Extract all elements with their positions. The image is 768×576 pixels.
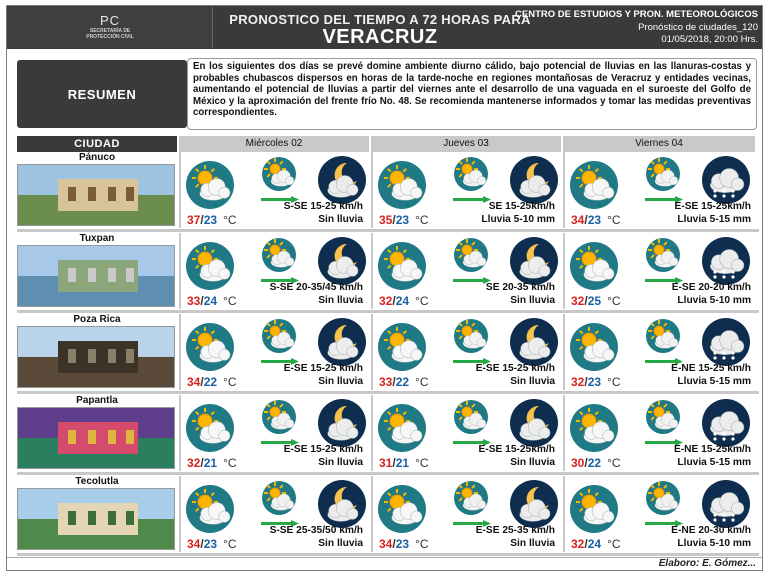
temperature: 32/23 °C — [571, 375, 621, 389]
footer — [7, 557, 762, 570]
city-cell — [17, 233, 177, 309]
temp-min: 25 — [587, 294, 602, 308]
forecast-cell — [371, 233, 561, 309]
temp-min: 23 — [203, 213, 218, 227]
wind-text: SE 15-25km/h — [488, 201, 555, 212]
wind-arrow-icon — [453, 190, 491, 197]
partly-cloudy-day-icon — [377, 322, 427, 372]
wind-arrow-icon — [645, 352, 683, 359]
temp-max: 34 — [187, 537, 201, 551]
rain-text: Lluvia 5-15 mm — [677, 214, 751, 225]
wind-arrow-icon — [261, 271, 299, 278]
temp-min: 23 — [395, 537, 410, 551]
temp-max: 32 — [571, 537, 585, 551]
moon-cloud-icon — [317, 398, 367, 448]
temperature: 33/24 °C — [187, 294, 237, 308]
wind-text: E-SE 15-25 km/h — [283, 444, 363, 455]
city-name: Poza Rica — [17, 314, 177, 325]
city-photo — [17, 407, 175, 469]
temp-max: 34 — [379, 537, 393, 551]
rain-text: Lluvia 5-15 mm — [677, 457, 751, 468]
temperature: 35/23 °C — [379, 213, 429, 227]
temperature: 33/22 °C — [379, 375, 429, 389]
wind-arrow-icon — [453, 433, 491, 440]
temp-max: 37 — [187, 213, 201, 227]
partly-cloudy-day-icon — [185, 403, 235, 453]
temp-unit: °C — [415, 537, 429, 551]
partly-cloudy-small-icon — [261, 480, 297, 516]
rain-cloud-icon — [701, 398, 751, 448]
temperature: 30/22 °C — [571, 456, 621, 470]
forecast-cell — [371, 152, 561, 228]
proteccion-civil-logo: PC SECRETARÍA DE PROTECCIÓN CIVIL — [8, 7, 213, 48]
author-credit: Elaboro: E. Gómez... — [658, 558, 756, 569]
partly-cloudy-small-icon — [261, 156, 297, 192]
wind-text: S-SE 20-35/45 km/h — [269, 282, 363, 293]
city-cell — [17, 152, 177, 228]
forecast-cell — [371, 395, 561, 471]
wind-text: E-SE 15-25km/h — [478, 444, 555, 455]
city-cell — [17, 476, 177, 552]
day-header-2: Jueves 03 — [371, 136, 561, 152]
temperature: 32/24 °C — [379, 294, 429, 308]
forecast-cell — [563, 395, 757, 471]
wind-arrow-icon — [261, 352, 299, 359]
city-name: Tuxpan — [17, 233, 177, 244]
forecast-cell — [179, 476, 369, 552]
partly-cloudy-day-icon — [185, 160, 235, 210]
temperature: 31/21 °C — [379, 456, 429, 470]
wind-text: E-NE 15-25km/h — [673, 444, 751, 455]
temp-max: 32 — [571, 294, 585, 308]
temperature: 37/23 °C — [187, 213, 237, 227]
wind-arrow-icon — [453, 352, 491, 359]
rain-text: Sin lluvia — [510, 457, 555, 468]
forecast-grid — [17, 152, 759, 557]
issue-info — [515, 9, 758, 47]
forecast-cell — [179, 395, 369, 471]
city-name: Pánuco — [17, 152, 177, 163]
partly-cloudy-day-icon — [377, 484, 427, 534]
moon-cloud-icon — [509, 155, 559, 205]
temp-min: 22 — [203, 375, 218, 389]
city-row-poza-rica — [17, 314, 759, 394]
moon-cloud-icon — [317, 155, 367, 205]
temp-unit: °C — [223, 294, 237, 308]
rain-text: Lluvia 5-15 mm — [677, 376, 751, 387]
partly-cloudy-day-icon — [377, 160, 427, 210]
partly-cloudy-day-icon — [569, 160, 619, 210]
partly-cloudy-day-icon — [185, 322, 235, 372]
partly-cloudy-small-icon — [645, 480, 681, 516]
partly-cloudy-day-icon — [569, 403, 619, 453]
rain-cloud-icon — [701, 317, 751, 367]
partly-cloudy-small-icon — [261, 237, 297, 273]
temperature: 34/22 °C — [187, 375, 237, 389]
partly-cloudy-day-icon — [569, 322, 619, 372]
temp-max: 35 — [379, 213, 393, 227]
forecast-cell — [179, 233, 369, 309]
summary-label: RESUMEN — [17, 60, 187, 128]
partly-cloudy-small-icon — [453, 318, 489, 354]
page-title: PRONOSTICO DEL TIEMPO A 72 HORAS PARA VERACRUZ — [229, 12, 531, 48]
org-name: CENTRO DE ESTUDIOS Y PRON. METEOROLÓGICOS — [515, 9, 758, 20]
moon-cloud-icon — [509, 317, 559, 367]
temp-max: 32 — [571, 375, 585, 389]
moon-cloud-icon — [509, 236, 559, 286]
partly-cloudy-small-icon — [261, 399, 297, 435]
temp-unit: °C — [223, 375, 237, 389]
temp-min: 23 — [587, 375, 602, 389]
temp-max: 32 — [187, 456, 201, 470]
moon-cloud-icon — [317, 317, 367, 367]
wind-arrow-icon — [261, 190, 299, 197]
rain-cloud-icon — [701, 236, 751, 286]
temp-unit: °C — [607, 537, 621, 551]
partly-cloudy-day-icon — [377, 241, 427, 291]
rain-text: Sin lluvia — [510, 295, 555, 306]
forecast-cell — [563, 476, 757, 552]
city-photo — [17, 245, 175, 307]
temperature: 32/24 °C — [571, 537, 621, 551]
city-cell — [17, 395, 177, 471]
wind-text: E-NE 20-30 km/h — [671, 525, 751, 536]
temp-max: 34 — [571, 213, 585, 227]
day-header-1: Miércoles 02 — [179, 136, 369, 152]
temp-max: 34 — [187, 375, 201, 389]
temp-max: 33 — [187, 294, 201, 308]
day-header-3: Viernes 04 — [563, 136, 755, 152]
wind-arrow-icon — [645, 271, 683, 278]
wind-arrow-icon — [261, 433, 299, 440]
forecast-cell — [563, 314, 757, 390]
city-photo — [17, 326, 175, 388]
temp-min: 21 — [395, 456, 410, 470]
rain-text: Lluvia 5-10 mm — [677, 538, 751, 549]
moon-cloud-icon — [509, 479, 559, 529]
city-row-tuxpan — [17, 233, 759, 313]
wind-text: E-SE 20-20 km/h — [671, 282, 751, 293]
temp-min: 23 — [395, 213, 410, 227]
forecast-cell — [179, 314, 369, 390]
partly-cloudy-day-icon — [185, 484, 235, 534]
temp-min: 23 — [203, 537, 218, 551]
forecast-cell — [371, 476, 561, 552]
rain-cloud-icon — [701, 155, 751, 205]
city-row-tecolutla — [17, 476, 759, 556]
temp-unit: °C — [415, 456, 429, 470]
wind-arrow-icon — [645, 433, 683, 440]
temp-max: 31 — [379, 456, 393, 470]
temp-min: 24 — [395, 294, 410, 308]
city-photo — [17, 164, 175, 226]
wind-arrow-icon — [645, 514, 683, 521]
city-photo — [17, 488, 175, 550]
wind-arrow-icon — [453, 514, 491, 521]
temp-min: 21 — [203, 456, 218, 470]
summary-text: En los siguientes dos días se prevé domine ambiente diurno cálido, bajo potencial de lluvias en las llanuras-costas y probables chubascos dispersos en horas de la tarde-noche en regiones montañosas de Veracruz y entidades vecinas, aumentando el potencial de lluvias a partir del viernes ante el desarrollo de una vaguada en el suroeste del Golfo de México y la aproximación del frente frío No. 48. Se recomienda mantenerse informados y tomar las medidas preventivas correspondientes. — [187, 58, 757, 130]
temp-unit: °C — [415, 375, 429, 389]
partly-cloudy-small-icon — [645, 399, 681, 435]
product-name: Pronóstico de ciudades_120 — [638, 21, 758, 33]
partly-cloudy-small-icon — [453, 399, 489, 435]
temp-min: 23 — [587, 213, 602, 227]
rain-text: Lluvia 5-10 mm — [677, 295, 751, 306]
partly-cloudy-day-icon — [569, 241, 619, 291]
partly-cloudy-small-icon — [453, 156, 489, 192]
temp-max: 30 — [571, 456, 585, 470]
wind-arrow-icon — [645, 190, 683, 197]
wind-arrow-icon — [453, 271, 491, 278]
temp-min: 24 — [587, 537, 602, 551]
temp-min: 22 — [587, 456, 602, 470]
temp-unit: °C — [607, 213, 621, 227]
rain-text: Sin lluvia — [510, 538, 555, 549]
forecast-sheet — [6, 5, 763, 571]
forecast-cell — [563, 233, 757, 309]
temp-min: 22 — [395, 375, 410, 389]
temperature: 34/23 °C — [187, 537, 237, 551]
issue-datetime: 01/05/2018, 20:00 Hrs. — [661, 34, 758, 45]
partly-cloudy-small-icon — [261, 318, 297, 354]
wind-text: E-NE 15-25 km/h — [671, 363, 751, 374]
wind-text: S-SE 25-35/50 km/h — [269, 525, 363, 536]
city-name: Tecolutla — [17, 476, 177, 487]
wind-arrow-icon — [261, 514, 299, 521]
city-column-header: CIUDAD — [17, 136, 177, 152]
rain-text: Sin lluvia — [318, 214, 363, 225]
partly-cloudy-day-icon — [377, 403, 427, 453]
temp-unit: °C — [223, 213, 237, 227]
temp-unit: °C — [607, 375, 621, 389]
wind-text: E-SE 15-25 km/h — [475, 363, 555, 374]
rain-text: Sin lluvia — [318, 376, 363, 387]
city-cell — [17, 314, 177, 390]
rain-text: Sin lluvia — [318, 457, 363, 468]
temp-unit: °C — [223, 456, 237, 470]
rain-text: Sin lluvia — [318, 538, 363, 549]
rain-text: Sin lluvia — [318, 295, 363, 306]
partly-cloudy-day-icon — [185, 241, 235, 291]
temperature: 34/23 °C — [379, 537, 429, 551]
wind-text: E-SE 15-25km/h — [674, 201, 751, 212]
moon-cloud-icon — [317, 236, 367, 286]
rain-cloud-icon — [701, 479, 751, 529]
temp-unit: °C — [607, 456, 621, 470]
city-row-panuco — [17, 152, 759, 232]
temperature: 32/21 °C — [187, 456, 237, 470]
moon-cloud-icon — [509, 398, 559, 448]
forecast-cell — [563, 152, 757, 228]
partly-cloudy-small-icon — [645, 237, 681, 273]
city-row-papantla — [17, 395, 759, 475]
temp-unit: °C — [415, 294, 429, 308]
temp-unit: °C — [223, 537, 237, 551]
rain-text: Sin lluvia — [510, 376, 555, 387]
temp-unit: °C — [415, 213, 429, 227]
forecast-cell — [179, 152, 369, 228]
partly-cloudy-day-icon — [569, 484, 619, 534]
temperature: 32/25 °C — [571, 294, 621, 308]
wind-text: E-SE 15-25 km/h — [283, 363, 363, 374]
temp-min: 24 — [203, 294, 218, 308]
wind-text: S-SE 15-25 km/h — [283, 201, 363, 212]
header-bar — [7, 6, 762, 49]
wind-text: E-SE 25-35 km/h — [475, 525, 555, 536]
city-name: Papantla — [17, 395, 177, 406]
forecast-cell — [371, 314, 561, 390]
temp-max: 32 — [379, 294, 393, 308]
temperature: 34/23 °C — [571, 213, 621, 227]
moon-cloud-icon — [317, 479, 367, 529]
partly-cloudy-small-icon — [645, 318, 681, 354]
temp-unit: °C — [607, 294, 621, 308]
rain-text: Lluvia 5-10 mm — [481, 214, 555, 225]
partly-cloudy-small-icon — [645, 156, 681, 192]
partly-cloudy-small-icon — [453, 237, 489, 273]
temp-max: 33 — [379, 375, 393, 389]
partly-cloudy-small-icon — [453, 480, 489, 516]
wind-text: SE 20-35 km/h — [485, 282, 555, 293]
